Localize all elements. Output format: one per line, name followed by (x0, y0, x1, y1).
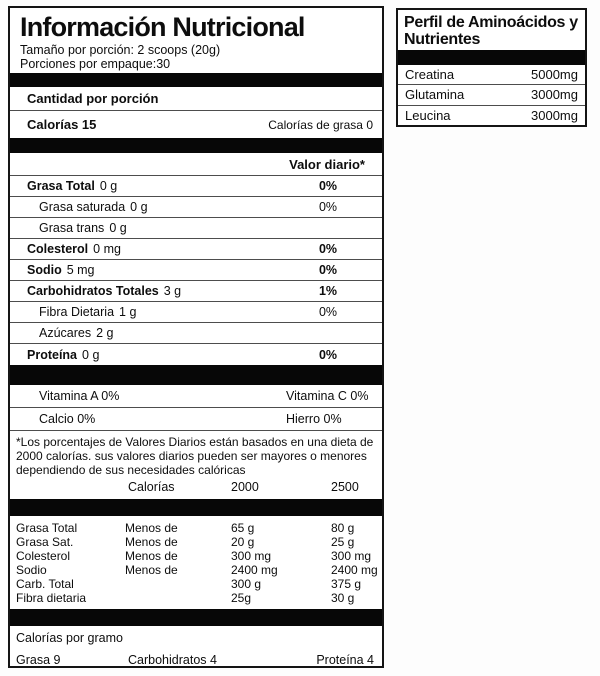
nutrient-amount: 3 g (163, 284, 182, 298)
reference-row-total-fat (10, 521, 382, 535)
separator-bar (10, 609, 382, 626)
nutrient-dv: 0% (318, 263, 338, 277)
reference-2500: 25 g (331, 535, 355, 549)
daily-value-footnote: *Los porcentajes de Valores Diarios están basados en una dieta de 2000 calorías. sus valores diarios pueden ser mayores o menores dependiendo de sus necesidades calóricas (16, 435, 374, 477)
nutrient-dv: 1% (318, 284, 338, 298)
reference-qualifier: Menos de (125, 563, 178, 577)
reference-2000: 20 g (231, 535, 255, 549)
reference-2000: 25g (231, 591, 252, 605)
label-header (10, 8, 382, 73)
separator-bar (10, 499, 382, 516)
vitamin-row-2 (10, 408, 382, 431)
separator-bar (10, 138, 382, 153)
vitamin-c: Vitamina C 0% (286, 389, 369, 403)
reference-qualifier: Menos de (125, 521, 178, 535)
amino-amount: 3000mg (531, 87, 578, 103)
reference-name: Grasa Total (16, 521, 78, 535)
reference-2000: 2400 mg (231, 563, 278, 577)
nutrient-dv: 0% (318, 200, 338, 214)
calories-value: Calorías 15 (27, 117, 97, 132)
nutrient-name: Grasa saturada (39, 200, 126, 214)
iron: Hierro 0% (286, 412, 342, 426)
reference-header-2500: 2500 (331, 480, 359, 494)
separator-bar (398, 50, 585, 65)
nutrient-dv: 0% (318, 347, 338, 362)
nutrient-name: Grasa Total (27, 179, 95, 193)
nutrient-name: Grasa trans (39, 221, 105, 235)
calories-per-gram-protein: Proteína 4 (316, 652, 374, 667)
calories-per-gram-fat: Grasa 9 (16, 652, 61, 667)
calories-row (10, 111, 382, 138)
reference-2500: 30 g (331, 591, 355, 605)
reference-2500: 375 g (331, 577, 362, 591)
servings-per-pack: Porciones por empaque:30 (20, 57, 171, 71)
nutrient-name: Fibra Dietaria (39, 305, 115, 319)
vitamin-row-1 (10, 385, 382, 408)
reference-table (10, 516, 382, 609)
nutrient-name: Carbohidratos Totales (27, 284, 159, 298)
reference-2500: 2400 mg (331, 563, 378, 577)
reference-row-fiber (10, 591, 382, 605)
reference-name: Colesterol (16, 549, 71, 563)
amino-name: Leucina (405, 107, 451, 123)
calories-per-gram-title: Calorías por gramo (16, 630, 123, 645)
nutrient-amount: 0 mg (93, 242, 121, 256)
amino-amount: 5000mg (531, 67, 578, 83)
reference-2000: 300 g (231, 577, 262, 591)
nutrient-amount: 1 g (119, 305, 137, 319)
calories-from-fat: Calorías de grasa 0 (268, 117, 373, 132)
nutrient-dv: 0% (318, 305, 338, 319)
reference-qualifier: Menos de (125, 535, 178, 549)
reference-row-sodium (10, 563, 382, 577)
reference-row-sat-fat (10, 535, 382, 549)
nutrient-row-total-carbs (10, 281, 382, 302)
reference-name: Grasa Sat. (16, 535, 74, 549)
nutrient-amount: 5 mg (66, 263, 95, 277)
nutrient-row-sodium (10, 260, 382, 281)
amino-row-creatine (398, 65, 585, 84)
daily-value-header: Valor diario* (10, 153, 382, 176)
nutrient-row-trans-fat (10, 218, 382, 239)
separator-bar (10, 365, 382, 385)
nutrient-name: Proteína (27, 347, 78, 362)
calories-per-gram-row (10, 649, 382, 670)
nutrient-name: Sodio (27, 263, 62, 277)
nutrient-amount: 2 g (96, 326, 114, 340)
amino-name: Creatina (405, 67, 455, 83)
nutrient-row-cholesterol (10, 239, 382, 260)
nutrient-dv: 0% (318, 242, 338, 256)
nutrient-dv: 0% (318, 179, 338, 193)
reference-header-2000: 2000 (231, 480, 259, 494)
reference-2000: 300 mg (231, 549, 272, 563)
reference-header-label: Calorías (128, 480, 175, 494)
amino-row-leucine (398, 105, 585, 125)
calcium: Calcio 0% (39, 412, 96, 426)
reference-name: Fibra dietaria (16, 591, 87, 605)
nutrient-row-total-fat (10, 176, 382, 197)
vitamin-a: Vitamina A 0% (39, 389, 120, 403)
amino-name: Glutamina (405, 87, 465, 103)
reference-name: Sodio (16, 563, 47, 577)
nutrient-amount: 0 g (130, 200, 148, 214)
reference-2500: 300 mg (331, 549, 372, 563)
serving-size: Tamaño por porción: 2 scoops (20g) (20, 43, 221, 57)
separator-bar (10, 73, 382, 87)
nutrient-row-sugars (10, 323, 382, 344)
nutrient-name: Azúcares (39, 326, 92, 340)
amino-acid-profile-panel (396, 8, 587, 127)
nutrient-row-protein (10, 344, 382, 365)
reference-2500: 80 g (331, 521, 355, 535)
nutrient-row-dietary-fiber (10, 302, 382, 323)
amino-row-glutamine (398, 84, 585, 104)
nutrient-amount: 0 g (99, 179, 118, 193)
nutrient-amount: 0 g (109, 221, 127, 235)
amino-panel-title: Perfil de Aminoácidos y Nutrientes (404, 14, 578, 48)
calories-per-gram-carbs: Carbohidratos 4 (128, 652, 217, 667)
reference-row-cholesterol (10, 549, 382, 563)
nutrition-facts-label (8, 6, 384, 668)
nutrient-name: Colesterol (27, 242, 89, 256)
nutrient-amount: 0 g (82, 347, 100, 362)
reference-header-row (10, 478, 382, 496)
label-title: Información Nutricional (20, 12, 305, 42)
reference-name: Carb. Total (16, 577, 74, 591)
amino-amount: 3000mg (531, 107, 578, 123)
reference-row-total-carb (10, 577, 382, 591)
reference-qualifier: Menos de (125, 549, 178, 563)
amount-per-serving-header: Cantidad por porción (10, 87, 382, 111)
nutrient-row-saturated-fat (10, 197, 382, 218)
reference-2000: 65 g (231, 521, 255, 535)
